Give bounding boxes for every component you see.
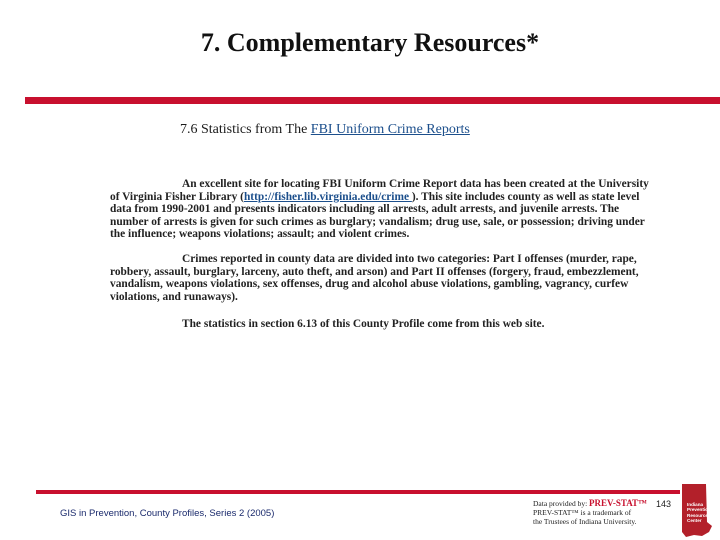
subtitle-prefix: 7.6 Statistics from The	[180, 122, 311, 137]
p1-text-after: ). This site includes county as well as state level data from 1990-2001 and presents indicators including all arrests, adult arrests, and juvenile arrests. The number of arrests is given for such crimes as burglary; vandalism; drug use, sale, or possession; driving under the influence; weapons violations; assault; and violent crimes.	[110, 190, 645, 241]
credit-line-2: PREV-STAT™ is a trademark of	[533, 508, 632, 517]
fisher-crime-url-link[interactable]: http://fisher.lib.virginia.edu/crime	[243, 190, 412, 203]
title-divider	[25, 97, 720, 104]
credit-prefix: Data provided by:	[533, 499, 590, 508]
paragraph-fisher-library	[110, 178, 650, 241]
section-subtitle	[180, 122, 470, 138]
credit-line-3: the Trustees of Indiana University.	[533, 517, 637, 526]
credit-line-1	[533, 499, 663, 508]
logo-text: Indiana Prevention Resource Center	[687, 502, 711, 523]
paragraph-crime-categories: Crimes reported in county data are divided into two categories: Part I offenses (murder, rape, robbery, assault, burglary, larceny, auto theft, and arson) and Part II offenses (forgery, fraud, embezzlement, vandalism, weapons violations, sex offenses, drug and alcohol abuse violations, gambling, vagrancy, curfew violations, and runaways).	[110, 253, 639, 303]
footer-series: GIS in Prevention, County Profiles, Series 2 (2005)	[60, 508, 275, 519]
footer-divider	[36, 490, 680, 494]
p1-text-before: An excellent site for locating FBI Uniform Crime Report data has been created at the University of Virginia Fisher Library (	[110, 178, 649, 203]
slide-title: 7. Complementary Resources*	[200, 28, 540, 57]
page-number: 143	[656, 499, 672, 509]
prev-stat-brand: PREV-STAT™	[589, 498, 648, 508]
data-credit	[533, 499, 663, 526]
paragraph-source-note: The statistics in section 6.13 of this County Profile come from this web site.	[182, 318, 545, 330]
fbi-ucr-link[interactable]: FBI Uniform Crime Reports	[310, 122, 470, 137]
